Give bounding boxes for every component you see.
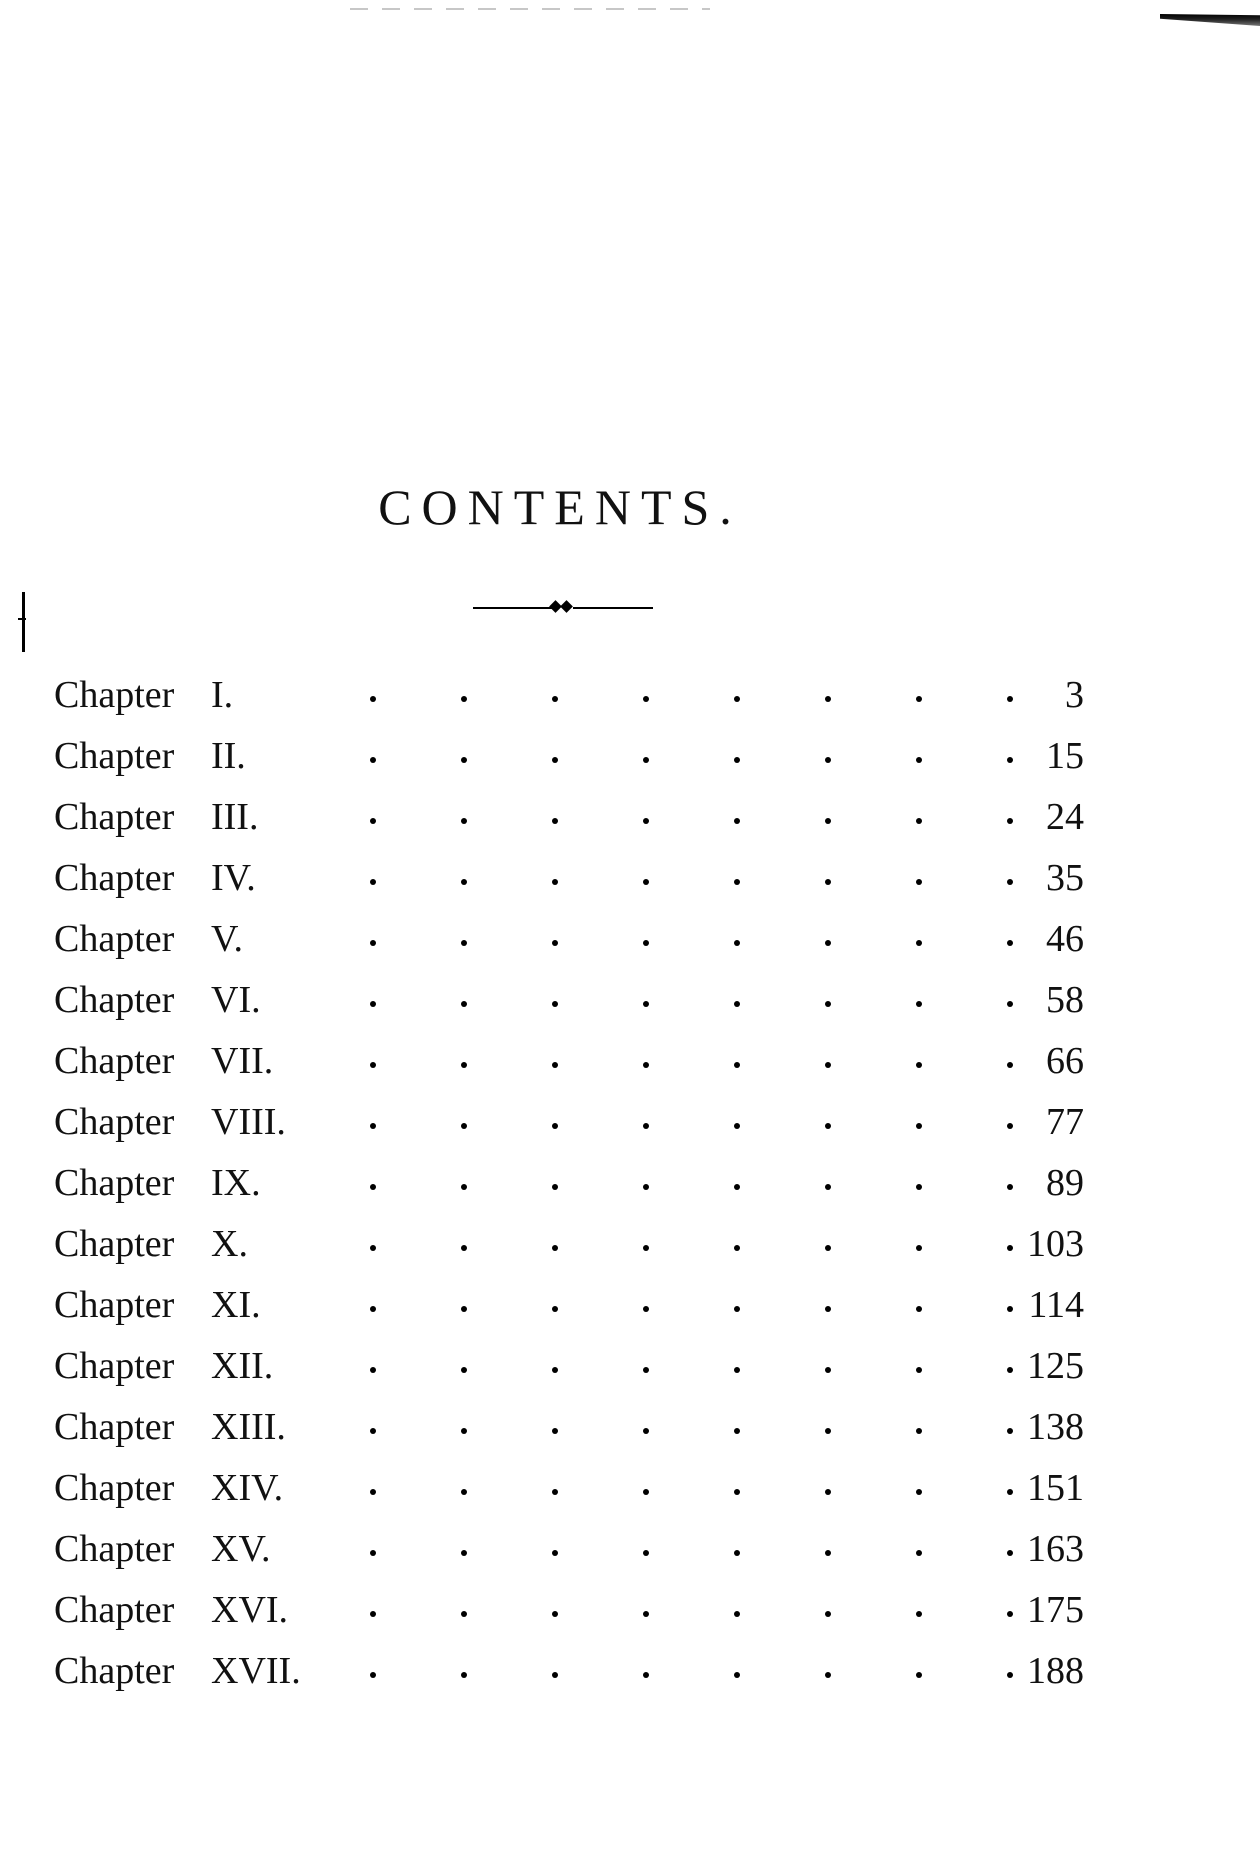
leader-dot [825, 1062, 831, 1068]
leader-dot [370, 1062, 376, 1068]
table-of-contents [54, 670, 1084, 1707]
page-number: 89 [1046, 1162, 1084, 1204]
chapter-label: Chapter [54, 1528, 175, 1570]
leader-dot [370, 1306, 376, 1312]
leader-dot [461, 696, 467, 702]
scan-artifact-margin-tick [18, 618, 26, 620]
leader-dot [552, 1489, 558, 1495]
leader-dot [370, 1001, 376, 1007]
leader-dot [734, 757, 740, 763]
leader-dot [825, 1001, 831, 1007]
toc-entry [54, 731, 1084, 792]
dot-leader [314, 853, 1034, 903]
chapter-label: Chapter [54, 1101, 175, 1143]
ornament-rule-left [473, 607, 553, 609]
chapter-numeral: IV. [211, 857, 256, 899]
page-number: 58 [1046, 979, 1084, 1021]
leader-dot [916, 1306, 922, 1312]
leader-dot [643, 696, 649, 702]
leader-dot [734, 1001, 740, 1007]
leader-dot [916, 1245, 922, 1251]
dot-leader [314, 792, 1034, 842]
leader-dot [552, 1306, 558, 1312]
leader-dot [370, 1489, 376, 1495]
ornament-rule-right [573, 607, 653, 609]
leader-dot [643, 1489, 649, 1495]
leader-dot [643, 1184, 649, 1190]
leader-dot [461, 818, 467, 824]
dot-leader [314, 1219, 1034, 1269]
dot-leader [314, 975, 1034, 1025]
leader-dot [916, 1489, 922, 1495]
leader-dot [916, 1550, 922, 1556]
toc-entry [54, 975, 1084, 1036]
chapter-numeral: XV. [211, 1528, 271, 1570]
leader-dot [734, 1672, 740, 1678]
leader-dot [552, 696, 558, 702]
chapter-numeral: XIV. [211, 1467, 284, 1509]
toc-entry [54, 1341, 1084, 1402]
leader-dot [643, 940, 649, 946]
page-number: 66 [1046, 1040, 1084, 1082]
leader-dot [643, 1245, 649, 1251]
leader-dot [643, 1672, 649, 1678]
chapter-numeral: XVII. [211, 1650, 301, 1692]
leader-dot [916, 1001, 922, 1007]
leader-dot [916, 1062, 922, 1068]
leader-dot [643, 757, 649, 763]
chapter-label: Chapter [54, 1345, 175, 1387]
dot-leader [314, 670, 1034, 720]
chapter-numeral: X. [211, 1223, 248, 1265]
dot-leader [314, 1280, 1034, 1330]
leader-dot [370, 879, 376, 885]
leader-dot [370, 1123, 376, 1129]
chapter-numeral: II. [211, 735, 246, 777]
title-ornament [473, 600, 653, 616]
page-number: 77 [1046, 1101, 1084, 1143]
page-number: 103 [1027, 1223, 1084, 1265]
chapter-numeral: XVI. [211, 1589, 289, 1631]
leader-dot [552, 1550, 558, 1556]
leader-dot [370, 757, 376, 763]
leader-dot [734, 1245, 740, 1251]
chapter-label: Chapter [54, 1223, 175, 1265]
dot-leader [314, 1646, 1034, 1696]
page-number: 138 [1027, 1406, 1084, 1448]
chapter-numeral: VI. [211, 979, 261, 1021]
dot-leader [314, 1036, 1034, 1086]
leader-dot [825, 1306, 831, 1312]
page-number: 151 [1027, 1467, 1084, 1509]
scan-artifact-corner [1160, 14, 1260, 26]
leader-dot [916, 1367, 922, 1373]
page-number: 24 [1046, 796, 1084, 838]
toc-entry [54, 1524, 1084, 1585]
leader-dot [825, 940, 831, 946]
leader-dot [916, 1428, 922, 1434]
leader-dot [916, 818, 922, 824]
chapter-numeral: IX. [211, 1162, 261, 1204]
leader-dot [916, 1672, 922, 1678]
leader-dot [370, 696, 376, 702]
toc-entry [54, 1585, 1084, 1646]
chapter-numeral: V. [211, 918, 244, 960]
leader-dot [734, 1184, 740, 1190]
leader-dot [461, 1672, 467, 1678]
page-title: CONTENTS. [378, 479, 742, 535]
chapter-label: Chapter [54, 979, 175, 1021]
page-number: 15 [1046, 735, 1084, 777]
leader-dot [734, 1550, 740, 1556]
chapter-label: Chapter [54, 1284, 175, 1326]
leader-dot [461, 879, 467, 885]
chapter-label: Chapter [54, 1589, 175, 1631]
leader-dot [461, 1062, 467, 1068]
toc-entry [54, 1219, 1084, 1280]
toc-entry [54, 914, 1084, 975]
leader-dot [552, 1001, 558, 1007]
leader-dot [643, 1123, 649, 1129]
scan-artifact-top [350, 8, 710, 10]
leader-dot [734, 1367, 740, 1373]
chapter-label: Chapter [54, 918, 175, 960]
leader-dot [825, 757, 831, 763]
leader-dot [643, 1367, 649, 1373]
ornament-diamond-icon [560, 600, 573, 613]
chapter-label: Chapter [54, 1406, 175, 1448]
leader-dot [461, 1123, 467, 1129]
dot-leader [314, 1158, 1034, 1208]
page-number: 46 [1046, 918, 1084, 960]
leader-dot [825, 1672, 831, 1678]
leader-dot [370, 1428, 376, 1434]
leader-dot [643, 1062, 649, 1068]
leader-dot [370, 818, 376, 824]
dot-leader [314, 1463, 1034, 1513]
leader-dot [552, 757, 558, 763]
leader-dot [825, 1489, 831, 1495]
leader-dot [916, 1611, 922, 1617]
page-number: 3 [1065, 674, 1084, 716]
toc-entry [54, 853, 1084, 914]
leader-dot [370, 1672, 376, 1678]
leader-dot [734, 940, 740, 946]
toc-entry [54, 1036, 1084, 1097]
chapter-numeral: XII. [211, 1345, 274, 1387]
leader-dot [552, 818, 558, 824]
page-number: 125 [1027, 1345, 1084, 1387]
leader-dot [734, 818, 740, 824]
toc-entry [54, 670, 1084, 731]
leader-dot [370, 1245, 376, 1251]
leader-dot [825, 1611, 831, 1617]
toc-entry [54, 1280, 1084, 1341]
toc-entry [54, 1463, 1084, 1524]
leader-dot [734, 1611, 740, 1617]
dot-leader [314, 1402, 1034, 1452]
toc-entry [54, 1158, 1084, 1219]
leader-dot [552, 879, 558, 885]
leader-dot [643, 879, 649, 885]
chapter-numeral: XI. [211, 1284, 261, 1326]
chapter-label: Chapter [54, 1040, 175, 1082]
leader-dot [916, 696, 922, 702]
dot-leader [314, 1097, 1034, 1147]
leader-dot [461, 1001, 467, 1007]
leader-dot [734, 1489, 740, 1495]
leader-dot [734, 1428, 740, 1434]
leader-dot [643, 818, 649, 824]
leader-dot [643, 1001, 649, 1007]
chapter-numeral: VIII. [211, 1101, 286, 1143]
chapter-label: Chapter [54, 796, 175, 838]
leader-dot [825, 696, 831, 702]
leader-dot [643, 1428, 649, 1434]
leader-dot [734, 1062, 740, 1068]
leader-dot [825, 818, 831, 824]
page-number: 163 [1027, 1528, 1084, 1570]
leader-dot [370, 940, 376, 946]
leader-dot [370, 1611, 376, 1617]
leader-dot [825, 1184, 831, 1190]
toc-entry [54, 1402, 1084, 1463]
leader-dot [552, 1245, 558, 1251]
leader-dot [825, 879, 831, 885]
chapter-numeral: XIII. [211, 1406, 286, 1448]
leader-dot [552, 1184, 558, 1190]
toc-entry [54, 792, 1084, 853]
leader-dot [825, 1123, 831, 1129]
leader-dot [916, 1184, 922, 1190]
chapter-label: Chapter [54, 857, 175, 899]
leader-dot [916, 879, 922, 885]
leader-dot [461, 1611, 467, 1617]
leader-dot [734, 1306, 740, 1312]
chapter-label: Chapter [54, 1162, 175, 1204]
toc-entry [54, 1646, 1084, 1707]
leader-dot [825, 1550, 831, 1556]
chapter-numeral: VII. [211, 1040, 274, 1082]
leader-dot [461, 1367, 467, 1373]
chapter-label: Chapter [54, 1650, 175, 1692]
chapter-label: Chapter [54, 735, 175, 777]
leader-dot [916, 940, 922, 946]
leader-dot [461, 1245, 467, 1251]
toc-entry [54, 1097, 1084, 1158]
leader-dot [825, 1367, 831, 1373]
chapter-label: Chapter [54, 674, 175, 716]
leader-dot [552, 1672, 558, 1678]
leader-dot [825, 1428, 831, 1434]
leader-dot [461, 940, 467, 946]
leader-dot [643, 1550, 649, 1556]
dot-leader [314, 1341, 1034, 1391]
leader-dot [461, 1550, 467, 1556]
leader-dot [552, 1611, 558, 1617]
page-number: 175 [1027, 1589, 1084, 1631]
chapter-numeral: I. [211, 674, 234, 716]
page-number: 188 [1027, 1650, 1084, 1692]
leader-dot [461, 757, 467, 763]
scan-artifact-margin-mark [22, 592, 25, 652]
leader-dot [370, 1367, 376, 1373]
page-number: 35 [1046, 857, 1084, 899]
dot-leader [314, 1585, 1034, 1635]
page-number: 114 [1028, 1284, 1084, 1326]
dot-leader [314, 731, 1034, 781]
leader-dot [552, 1428, 558, 1434]
leader-dot [552, 1123, 558, 1129]
leader-dot [916, 757, 922, 763]
leader-dot [370, 1184, 376, 1190]
leader-dot [552, 1367, 558, 1373]
leader-dot [825, 1245, 831, 1251]
leader-dot [734, 1123, 740, 1129]
leader-dot [643, 1306, 649, 1312]
leader-dot [552, 940, 558, 946]
leader-dot [643, 1611, 649, 1617]
leader-dot [461, 1489, 467, 1495]
leader-dot [370, 1550, 376, 1556]
leader-dot [916, 1123, 922, 1129]
leader-dot [552, 1062, 558, 1068]
dot-leader [314, 914, 1034, 964]
leader-dot [461, 1306, 467, 1312]
chapter-numeral: III. [211, 796, 259, 838]
chapter-label: Chapter [54, 1467, 175, 1509]
leader-dot [461, 1428, 467, 1434]
leader-dot [734, 879, 740, 885]
dot-leader [314, 1524, 1034, 1574]
leader-dot [734, 696, 740, 702]
leader-dot [461, 1184, 467, 1190]
